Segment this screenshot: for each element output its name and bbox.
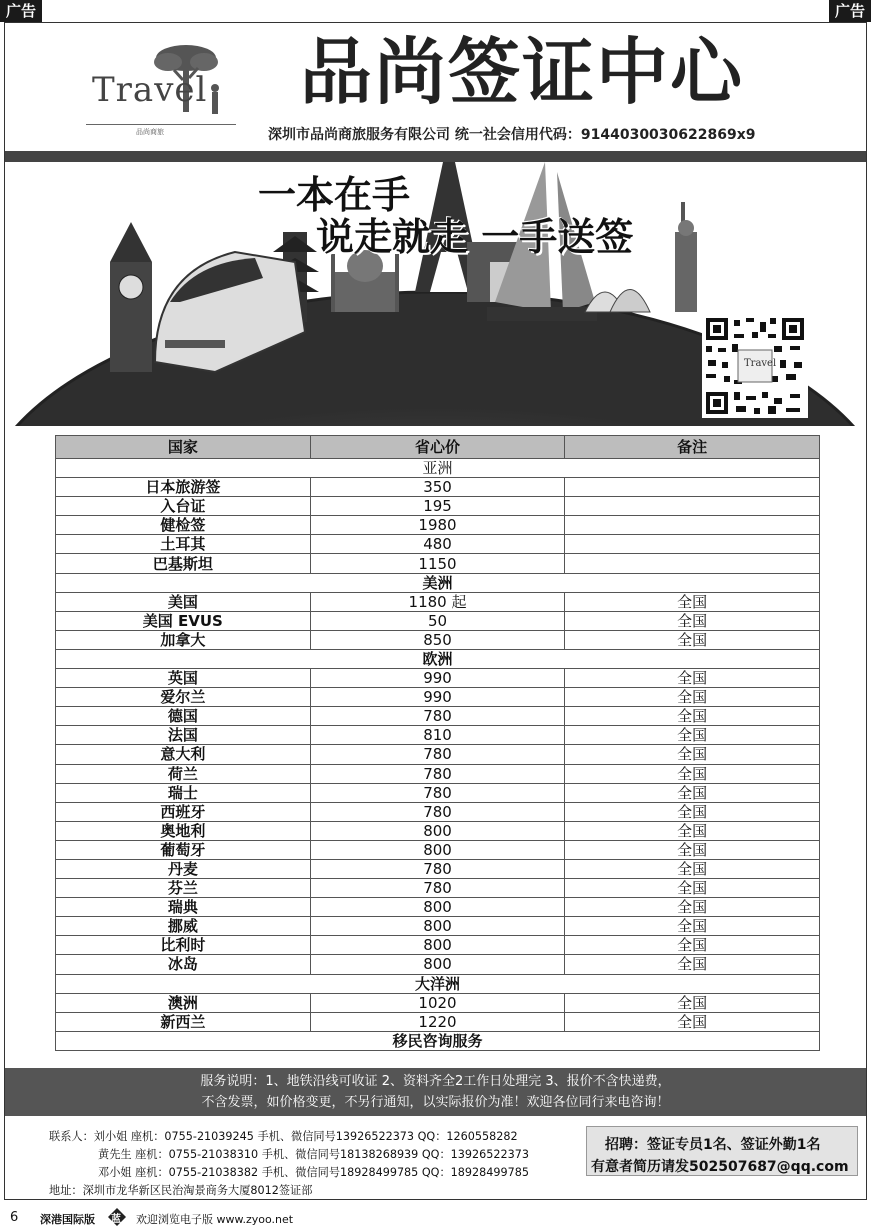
note-cell: 全国 bbox=[565, 917, 820, 936]
table-row bbox=[56, 688, 820, 707]
website-link[interactable]: 欢迎浏览电子版 www.zyoo.net bbox=[136, 1213, 294, 1226]
country-cell: 比利时 bbox=[56, 936, 311, 955]
page-number: 6 bbox=[10, 1210, 19, 1225]
qr-logo-text: Travel bbox=[744, 358, 777, 369]
region-row bbox=[56, 974, 820, 993]
price-cell: 1180 起 bbox=[310, 592, 565, 611]
price-cell: 780 bbox=[310, 879, 565, 898]
country-cell: 挪威 bbox=[56, 917, 311, 936]
note-cell: 全国 bbox=[565, 611, 820, 630]
visa-price-table bbox=[55, 435, 820, 1051]
travel-logo bbox=[86, 40, 236, 136]
note-cell: 全国 bbox=[565, 783, 820, 802]
table-row bbox=[56, 554, 820, 573]
country-cell: 巴基斯坦 bbox=[56, 554, 311, 573]
header-country: 国家 bbox=[56, 436, 311, 459]
header-price: 省心价 bbox=[310, 436, 565, 459]
note-cell: 全国 bbox=[565, 802, 820, 821]
table-row bbox=[56, 840, 820, 859]
country-cell: 荷兰 bbox=[56, 764, 311, 783]
table-row bbox=[56, 745, 820, 764]
header-note: 备注 bbox=[565, 436, 820, 459]
note-cell: 全国 bbox=[565, 745, 820, 764]
country-cell: 加拿大 bbox=[56, 630, 311, 649]
table-row bbox=[56, 611, 820, 630]
note-cell bbox=[565, 535, 820, 554]
table-row bbox=[56, 707, 820, 726]
table-body bbox=[56, 459, 820, 1051]
price-cell: 800 bbox=[310, 917, 565, 936]
slogan-line-2: 说走就走 一手送签 bbox=[316, 214, 634, 259]
price-cell: 800 bbox=[310, 936, 565, 955]
price-cell: 1220 bbox=[310, 1012, 565, 1031]
note-cell bbox=[565, 478, 820, 497]
region-row bbox=[56, 1031, 820, 1050]
opera-house-icon bbox=[585, 290, 650, 313]
country-cell: 新西兰 bbox=[56, 1012, 311, 1031]
country-cell: 英国 bbox=[56, 669, 311, 688]
note-cell: 全国 bbox=[565, 993, 820, 1012]
region-row bbox=[56, 459, 820, 478]
table-row bbox=[56, 783, 820, 802]
price-cell: 810 bbox=[310, 726, 565, 745]
note-cell bbox=[565, 554, 820, 573]
country-cell: 健检签 bbox=[56, 516, 311, 535]
note-cell bbox=[565, 516, 820, 535]
recruitment-box bbox=[586, 1126, 858, 1176]
price-cell: 1020 bbox=[310, 993, 565, 1012]
qr-code bbox=[702, 314, 808, 418]
service-notes bbox=[5, 1068, 866, 1116]
table-row bbox=[56, 898, 820, 917]
recruitment-line-1: 招聘：签证专员1名、签证外勤1名 bbox=[605, 1137, 821, 1153]
table-row bbox=[56, 516, 820, 535]
note-cell: 全国 bbox=[565, 764, 820, 783]
logo-divider bbox=[86, 124, 236, 125]
country-cell: 奥地利 bbox=[56, 821, 311, 840]
country-cell: 德国 bbox=[56, 707, 311, 726]
table-row bbox=[56, 993, 820, 1012]
note-cell: 全国 bbox=[565, 592, 820, 611]
company-info: 深圳市品尚商旅服务有限公司 统一社会信用代码：9144030030622869x9 bbox=[268, 127, 756, 143]
price-cell: 780 bbox=[310, 707, 565, 726]
region-row bbox=[56, 649, 820, 668]
region-label: 移民咨询服务 bbox=[56, 1031, 820, 1050]
price-cell: 800 bbox=[310, 955, 565, 974]
ad-tag-right: 广告 bbox=[829, 0, 871, 22]
table-row bbox=[56, 1012, 820, 1031]
table-row bbox=[56, 630, 820, 649]
note-cell: 全国 bbox=[565, 1012, 820, 1031]
logo-text: Travel bbox=[92, 70, 208, 110]
note-cell: 全国 bbox=[565, 630, 820, 649]
note-cell: 全国 bbox=[565, 726, 820, 745]
note-cell: 全国 bbox=[565, 840, 820, 859]
price-cell: 800 bbox=[310, 840, 565, 859]
ad-tag-left: 广告 bbox=[0, 0, 42, 22]
note-cell: 全国 bbox=[565, 879, 820, 898]
country-cell: 葡萄牙 bbox=[56, 840, 311, 859]
big-ben-icon bbox=[110, 222, 152, 372]
table-row bbox=[56, 592, 820, 611]
contact-line-1: 联系人：刘小姐 座机：0755-21039245 手机、微信同号13926522373 QQ：1260558282 bbox=[49, 1130, 518, 1143]
country-cell: 冰岛 bbox=[56, 955, 311, 974]
country-cell: 入台证 bbox=[56, 497, 311, 516]
recruitment-line-2: 有意者简历请发502507687@qq.com bbox=[591, 1159, 849, 1175]
table-row bbox=[56, 859, 820, 878]
country-cell: 美国 bbox=[56, 592, 311, 611]
service-line-1: 服务说明：1、地铁沿线可收证 2、资料齐全2工作日处理完 3、报价不含快递费， bbox=[200, 1074, 671, 1089]
price-cell: 350 bbox=[310, 478, 565, 497]
note-cell: 全国 bbox=[565, 669, 820, 688]
note-cell: 全国 bbox=[565, 821, 820, 840]
edition-name: 深港国际版 bbox=[40, 1213, 95, 1226]
region-row bbox=[56, 573, 820, 592]
table-row bbox=[56, 879, 820, 898]
country-cell: 意大利 bbox=[56, 745, 311, 764]
address-line: 地址：深圳市龙华新区民治淘景商务大厦8012签证部 bbox=[49, 1184, 313, 1197]
brand-diamond-icon bbox=[108, 1208, 126, 1226]
contact-line-3: 邓小姐 座机：0755-21038382 手机、微信同号18928499785 QQ：18928499785 bbox=[98, 1166, 529, 1179]
statue-of-liberty-icon bbox=[675, 202, 697, 312]
price-cell: 50 bbox=[310, 611, 565, 630]
region-label: 欧洲 bbox=[56, 649, 820, 668]
price-cell: 800 bbox=[310, 821, 565, 840]
country-cell: 爱尔兰 bbox=[56, 688, 311, 707]
table-row bbox=[56, 726, 820, 745]
service-line-2: 不含发票，如价格变更，不另行通知，以实际报价为准！欢迎各位同行来电咨询！ bbox=[201, 1095, 670, 1110]
country-cell: 芬兰 bbox=[56, 879, 311, 898]
price-cell: 780 bbox=[310, 783, 565, 802]
note-cell: 全国 bbox=[565, 859, 820, 878]
table-row bbox=[56, 936, 820, 955]
table-row bbox=[56, 764, 820, 783]
country-cell: 瑞士 bbox=[56, 783, 311, 802]
note-cell: 全国 bbox=[565, 955, 820, 974]
table-row bbox=[56, 535, 820, 554]
table-row bbox=[56, 821, 820, 840]
country-cell: 日本旅游签 bbox=[56, 478, 311, 497]
price-cell: 480 bbox=[310, 535, 565, 554]
price-cell: 780 bbox=[310, 859, 565, 878]
table-row bbox=[56, 497, 820, 516]
country-cell: 法国 bbox=[56, 726, 311, 745]
country-cell: 澳洲 bbox=[56, 993, 311, 1012]
table-row bbox=[56, 802, 820, 821]
price-cell: 195 bbox=[310, 497, 565, 516]
slogan-line-1: 一本在手 bbox=[258, 172, 411, 217]
page-footer bbox=[0, 1206, 871, 1230]
page-title: 品尚签证中心 bbox=[300, 30, 745, 114]
header-divider-bar bbox=[5, 151, 866, 162]
note-cell: 全国 bbox=[565, 707, 820, 726]
note-cell: 全国 bbox=[565, 688, 820, 707]
note-cell bbox=[565, 497, 820, 516]
note-cell: 全国 bbox=[565, 898, 820, 917]
price-cell: 780 bbox=[310, 745, 565, 764]
country-cell: 美国 EVUS bbox=[56, 611, 311, 630]
brand-badge-text: 蓝 bbox=[111, 1214, 121, 1225]
country-cell: 丹麦 bbox=[56, 859, 311, 878]
table-row bbox=[56, 917, 820, 936]
price-cell: 850 bbox=[310, 630, 565, 649]
country-cell: 瑞典 bbox=[56, 898, 311, 917]
price-cell: 800 bbox=[310, 898, 565, 917]
price-cell: 990 bbox=[310, 669, 565, 688]
price-cell: 990 bbox=[310, 688, 565, 707]
table-row bbox=[56, 478, 820, 497]
country-cell: 土耳其 bbox=[56, 535, 311, 554]
region-label: 亚洲 bbox=[56, 459, 820, 478]
table-row bbox=[56, 669, 820, 688]
price-cell: 780 bbox=[310, 764, 565, 783]
table-header-row bbox=[56, 436, 820, 459]
note-cell: 全国 bbox=[565, 936, 820, 955]
table-row bbox=[56, 955, 820, 974]
contact-line-2: 黄先生 座机：0755-21038310 手机、微信同号18138268939 QQ：13926522373 bbox=[98, 1148, 529, 1161]
region-label: 美洲 bbox=[56, 573, 820, 592]
region-label: 大洋洲 bbox=[56, 974, 820, 993]
price-cell: 1980 bbox=[310, 516, 565, 535]
price-cell: 1150 bbox=[310, 554, 565, 573]
country-cell: 西班牙 bbox=[56, 802, 311, 821]
logo-subtitle: 品尚商旅 bbox=[136, 128, 164, 136]
price-cell: 780 bbox=[310, 802, 565, 821]
